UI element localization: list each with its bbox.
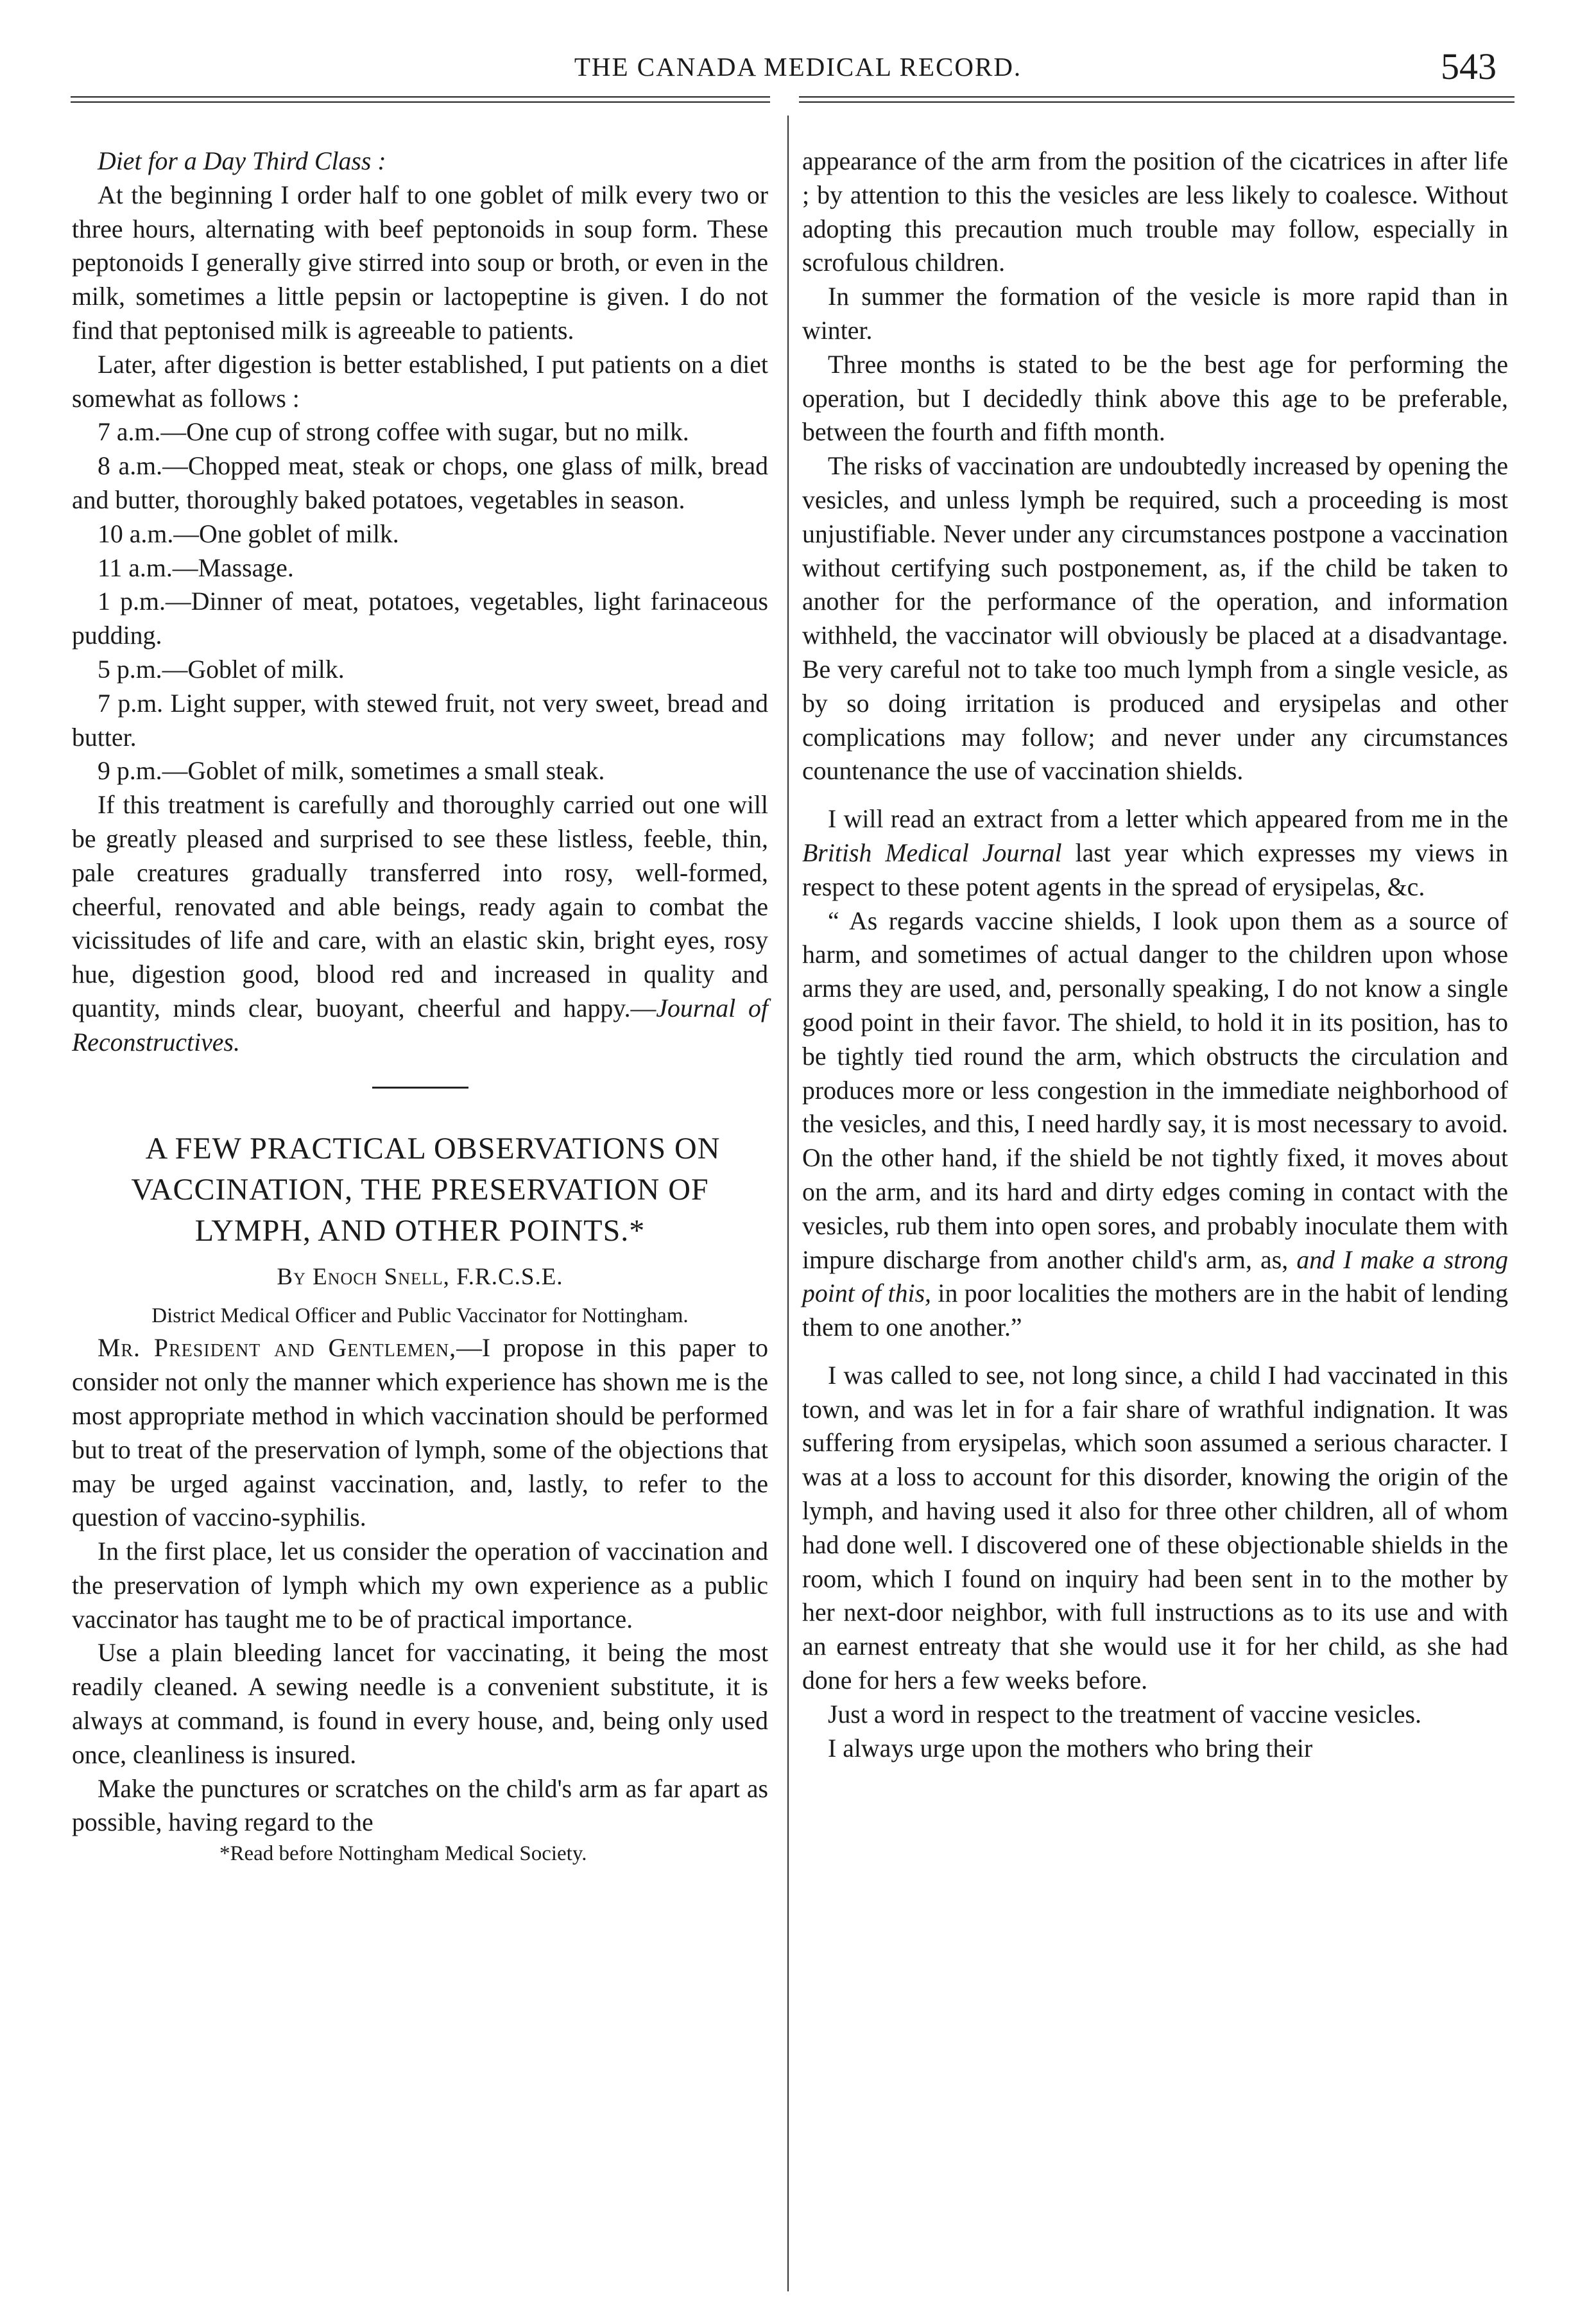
quote-after: in poor localities the mothers are in the habit of lending them to one another.” bbox=[802, 1279, 1509, 1342]
quote-emphasis: and I make a strong point of this, bbox=[802, 1245, 1509, 1308]
intro-text: —I propose in this paper to consider not only the manner which experience has shown me is the most appropriate method in which vaccination should be performed but to treat of the preservation of lymph, some of the objections that may be urged against vaccination, and, lastly, to refer to the question of vaccino-syphilis. bbox=[72, 1334, 768, 1532]
diet-paragraph: Later, after digestion is better established, I put patients on a diet somewhat as follows : bbox=[72, 350, 768, 413]
diet-schedule-item: 5 p.m.—Goblet of milk. bbox=[98, 655, 345, 684]
diet-heading: Diet for a Day Third Class : bbox=[98, 147, 386, 175]
body-paragraph: In the first place, let us consider the operation of vaccination and the preservation of lymph which my own experience as a public vaccinator has taught me to be of practical importance. bbox=[72, 1537, 768, 1634]
closing-text: If this treatment is carefully and thoroughly carried out one will be greatly pleased and surprised to see these listless, feeble, thin, pale creatures gradually transferred into rosy, well-formed, cheerful, renovated and able beings, ready again to combat the vicissitudes of life and care, with an elastic skin, bright eyes, rosy hue, digestion good, blood red and increased in quality and quantity, minds clear, buoyant, cheerful and happy.— bbox=[72, 791, 768, 1022]
column-divider bbox=[787, 116, 789, 2291]
affiliation: District Medical Officer and Public Vaccinator for Nottingham. bbox=[151, 1304, 689, 1328]
header-rule-left bbox=[71, 96, 770, 103]
salutation: Mr. President and Gentlemen, bbox=[98, 1334, 457, 1363]
diet-schedule-item: 1 p.m.—Dinner of meat, potatoes, vegetables, light farinaceous pudding. bbox=[72, 587, 768, 650]
diet-schedule-item: 7 a.m.—One cup of strong coffee with sugar, but no milk. bbox=[98, 418, 689, 447]
page-header bbox=[71, 46, 1525, 96]
body-paragraph: I always urge upon the mothers who bring their bbox=[828, 1734, 1313, 1763]
letter-intro bbox=[802, 802, 1508, 904]
body-paragraph: appearance of the arm from the position of the cicatrices in after life ; by attention to this the vesicles are less likely to coalesce. Without adopting this precaution much trouble may follow, especially in scrofulous children. bbox=[802, 147, 1508, 277]
diet-paragraph: At the beginning I order half to one goblet of milk every two or three hours, alternating with beef peptonoids in soup form. These peptonoids I generally give stirred into soup or broth, or even in the milk, sometimes a little pepsin or lactopeptine is given. I do not find that peptonised milk is agreeable to patients. bbox=[72, 180, 768, 345]
running-head: THE CANADA MEDICAL RECORD. bbox=[574, 52, 1022, 82]
body-paragraph: Just a word in respect to the treatment of vaccine vesicles. bbox=[828, 1700, 1421, 1728]
body-paragraph bbox=[72, 1331, 768, 1535]
byline: By Enoch Snell, F.R.C.S.E. bbox=[277, 1263, 563, 1290]
right-column bbox=[802, 144, 1508, 1765]
closing-source: Journal of Reconstructives. bbox=[72, 994, 768, 1056]
diet-schedule-item: 10 a.m.—One goblet of milk. bbox=[98, 519, 399, 548]
footnote: *Read before Nottingham Medical Society. bbox=[219, 1842, 587, 1866]
section-divider bbox=[372, 1087, 468, 1089]
body-paragraph: Use a plain bleeding lancet for vaccinating, it being the most readily cleaned. A sewing needle is a convenient substitute, it is always at command, is found in every house, and, being only used once, cleanliness is insured. bbox=[72, 1639, 768, 1769]
left-column bbox=[72, 144, 768, 1868]
quoted-letter bbox=[802, 904, 1508, 1345]
diet-schedule-item: 7 p.m. Light supper, with stewed fruit, not very sweet, bread and butter. bbox=[72, 689, 768, 752]
header-rule-right bbox=[799, 96, 1514, 103]
page-number: 543 bbox=[1441, 46, 1497, 87]
letter-intro-before: I will read an extract from a letter which appeared from me in the bbox=[828, 805, 1508, 834]
quote-before: “ As regards vaccine shields, I look upon them as a source of harm, and sometimes of actual danger to the children upon whose arms they are used, and, personally speaking, I do not know a single good point in their favor. The shield, to hold it in its position, has to be tightly tied round the arm, which obstructs the circulation and produces more or less congestion in the immediate neighborhood of the vesicles, and this, I need hardly say, it is most necessary to avoid. On the other hand, if the shield be not tightly fixed, it moves about on the arm, and its hard and dirty edges coming in contact with the vesicles, rub them into open sores, and probably inoculate them with impure discharge from another child's arm, as, bbox=[802, 906, 1508, 1274]
diet-schedule-item: 11 a.m.—Massage. bbox=[98, 553, 294, 582]
diet-schedule-item: 9 p.m.—Goblet of milk, sometimes a small steak. bbox=[98, 757, 605, 786]
body-paragraph: Make the punctures or scratches on the child's arm as far apart as possible, having regard to the bbox=[72, 1774, 768, 1837]
body-paragraph: Three months is stated to be the best age for performing the operation, but I decidedly think above this age to be preferable, between the fourth and fifth month. bbox=[802, 350, 1508, 447]
journal-name: British Medical Journal bbox=[802, 838, 1062, 867]
article-title: A FEW PRACTICAL OBSERVATIONS ON VACCINATION, THE PRESERVATION OF LYMPH, AND OTHER POINTS.* bbox=[131, 1131, 721, 1248]
letter-intro-after: last year which expresses my views in respect to these potent agents in the spread of erysipelas, &c. bbox=[802, 838, 1508, 901]
body-paragraph: The risks of vaccination are undoubtedly increased by opening the vesicles, and unless lymph be required, such a proceeding is most unjustifiable. Never under any circumstances postpone a vaccination without certifying such postponement, as, if the child be taken to another for the performance of the operation, and information withheld, the vaccinator will obviously be placed at a disadvantage. Be very careful not to take too much lymph from a single vesicle, as by so doing irritation is produced and erysipelas and other complications may follow; and never under any circumstances countenance the use of vaccination shields. bbox=[802, 452, 1508, 786]
case-paragraph: I was called to see, not long since, a child I had vaccinated in this town, and was let in for a fair share of wrathful indignation. It was suffering from erysipelas, which soon assumed a serious character. I was at a loss to account for this disorder, knowing the origin of the lymph, and having used it also for three other children, all of whom had done well. I discovered one of these objectionable shields in the room, which I found on inquiry had been sent in to the mother by her next-door neighbor, with full instructions as to its use and with an earnest entreaty that she would use it for her child, as she had done for hers a few weeks before. bbox=[802, 1361, 1508, 1695]
closing-paragraph bbox=[72, 788, 768, 1059]
diet-schedule-item: 8 a.m.—Chopped meat, steak or chops, one glass of milk, bread and butter, thoroughly baked potatoes, vegetables in season. bbox=[72, 452, 768, 514]
body-paragraph: In summer the formation of the vesicle is more rapid than in winter. bbox=[802, 282, 1508, 345]
